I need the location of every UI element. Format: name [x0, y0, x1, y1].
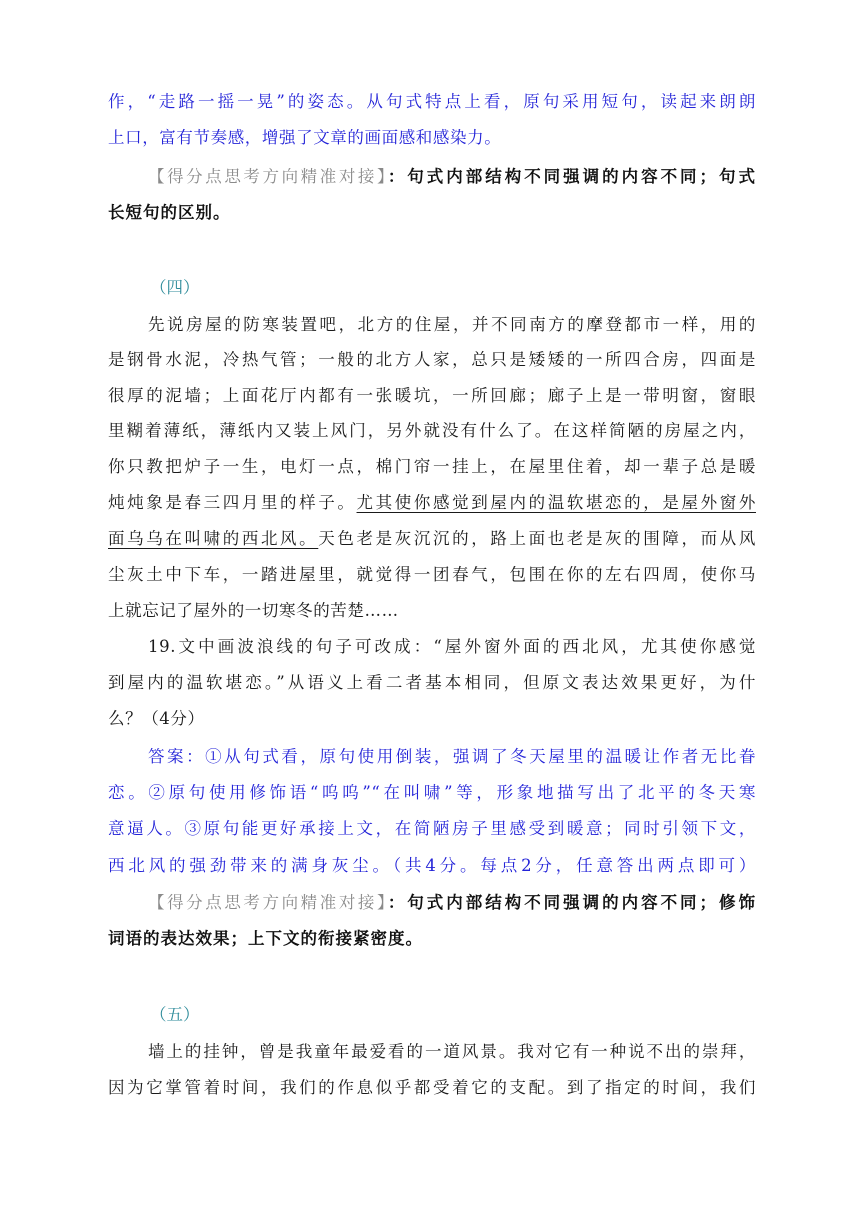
passage-line: 你只教把炉子一生，电灯一点，棉门帘一挂上，在屋里住着，却一辈子总是暖	[108, 457, 756, 476]
passage-line: 因为它掌管着时间，我们的作息似乎都受着它的支配。到了指定的时间，我们	[108, 1078, 756, 1097]
answer-line: 答案：①从句式看，原句使用倒装，强调了冬天屋里的温暖让作者无比眷	[148, 747, 756, 766]
question-line: 么？（4分）	[108, 709, 205, 728]
question-line: 到屋内的温软堪恋。”从语义上看二者基本相同，但原文表达效果更好，为什	[108, 673, 756, 692]
passage-line	[108, 529, 756, 549]
section-heading: （四）	[150, 278, 200, 297]
passage-line	[108, 493, 756, 513]
passage-line: 先说房屋的防寒装置吧，北方的住屋，并不同南方的摩登都市一样，用的	[148, 315, 756, 334]
scoring-tip-label: 【得分点思考方向精准对接】	[148, 893, 388, 912]
passage-text: 天色老是灰沉沉的，路上面也老是灰的围障，而从风	[318, 529, 756, 548]
scoring-tip	[148, 893, 756, 913]
passage-text: 炖炖象是春三四月里的样子。	[108, 493, 357, 512]
answer-line: 意逼人。③原句能更好承接上文，在简陋房子里感受到暖意；同时引领下文，	[108, 819, 756, 838]
answer-line: 作，“走路一摇一晃”的姿态。从句式特点上看，原句采用短句，读起来朗朗	[108, 92, 756, 111]
section-heading: （五）	[150, 1005, 200, 1024]
scoring-tip-text: 长短句的区别。	[108, 203, 231, 222]
underlined-sentence: 面乌乌在叫啸的西北风。	[108, 529, 319, 548]
passage-line: 上就忘记了屋外的一切寒冬的苦楚……	[108, 601, 399, 620]
passage-line: 是钢骨水泥，冷热气管；一般的北方人家，总只是矮矮的一所四合房，四面是	[108, 350, 756, 369]
passage-line: 里糊着薄纸，薄纸内又装上风门，另外就没有什么了。在这样简陋的房屋之内，	[108, 421, 756, 440]
answer-line: 西北风的强劲带来的满身灰尘。（共4分。每点2分，任意答出两点即可）	[108, 856, 756, 875]
question-line: 19.文中画波浪线的句子可改成：“屋外窗外面的西北风，尤其使你感觉	[148, 637, 756, 656]
scoring-tip	[148, 167, 756, 187]
answer-line: 上口，富有节奏感，增强了文章的画面感和感染力。	[108, 128, 502, 147]
scoring-tip-label: 【得分点思考方向精准对接】	[148, 167, 388, 186]
underlined-sentence: 尤其使你感觉到屋内的温软堪恋的，是屋外窗外	[356, 493, 756, 512]
passage-line: 尘灰土中下车，一踏进屋里，就觉得一团春气，包围在你的左右四周，使你马	[108, 565, 756, 584]
answer-line: 恋。②原句使用修饰语“呜呜”“在叫啸”等，形象地描写出了北平的冬天寒	[108, 783, 756, 802]
passage-line: 墙上的挂钟，曾是我童年最爱看的一道风景。我对它有一种说不出的崇拜，	[148, 1042, 756, 1061]
scoring-tip-text: ：句式内部结构不同强调的内容不同；修饰	[387, 893, 757, 912]
scoring-tip-text: ：句式内部结构不同强调的内容不同；句式	[387, 167, 757, 186]
scoring-tip-text: 词语的表达效果；上下文的衔接紧密度。	[108, 929, 423, 948]
passage-line: 很厚的泥墙；上面花厅内都有一张暖坑，一所回廊；廊子上是一带明窗，窗眼	[108, 386, 756, 405]
